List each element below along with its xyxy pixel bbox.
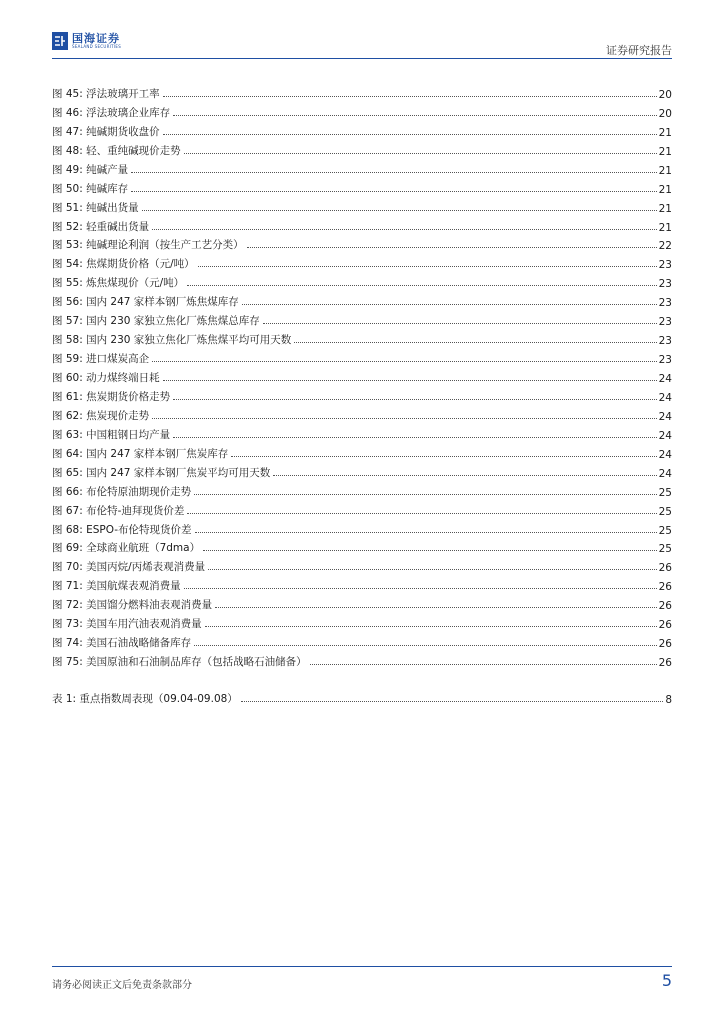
- toc-entry-page: 25: [658, 543, 672, 556]
- toc-entry-label: 图 58: 国内 230 家独立焦化厂炼焦煤平均可用天数: [52, 334, 292, 347]
- dot-leader: [195, 532, 657, 533]
- list-of-figures: [52, 82, 672, 706]
- dot-leader: [173, 437, 657, 438]
- toc-entry[interactable]: [52, 593, 672, 612]
- toc-entry[interactable]: [52, 234, 672, 253]
- dot-leader: [142, 210, 657, 211]
- toc-entry-page: 24: [658, 467, 672, 480]
- toc-entry-label: 图 51: 纯碱出货量: [52, 201, 139, 214]
- toc-entry-page: 26: [658, 562, 672, 575]
- toc-entry-label: 表 1: 重点指数周表现（09.04-09.08）: [52, 693, 238, 705]
- toc-entry[interactable]: [52, 158, 672, 177]
- toc-entry-label: 图 67: 布伦特-迪拜现货价差: [52, 504, 185, 517]
- dot-leader: [310, 664, 657, 665]
- dot-leader: [131, 191, 657, 192]
- dot-leader: [198, 266, 657, 267]
- dot-leader: [163, 134, 657, 135]
- toc-entry-label: 图 71: 美国航煤表观消费量: [52, 580, 181, 593]
- toc-entry[interactable]: [52, 120, 672, 139]
- toc-entry-page: 25: [658, 486, 672, 499]
- toc-entry-label: 图 47: 纯碱期货收盘价: [52, 125, 160, 138]
- toc-entry-page: 23: [658, 259, 672, 272]
- section-spacer: [52, 669, 672, 687]
- dot-leader: [215, 607, 657, 608]
- toc-entry[interactable]: [52, 309, 672, 328]
- toc-entry-page: 26: [658, 657, 672, 670]
- dot-leader: [294, 342, 656, 343]
- toc-entry[interactable]: [52, 499, 672, 518]
- toc-entry-page: 26: [658, 600, 672, 613]
- toc-entry[interactable]: [52, 328, 672, 347]
- dot-leader: [203, 550, 657, 551]
- dot-leader: [194, 645, 657, 646]
- toc-entry-page: 26: [658, 619, 672, 632]
- dot-leader: [241, 701, 664, 702]
- toc-entry-page: 24: [658, 410, 672, 423]
- toc-entry[interactable]: [52, 252, 672, 271]
- page-footer: [52, 966, 672, 991]
- toc-entry-label: 图 68: ESPO-布伦特现货价差: [52, 523, 192, 536]
- dot-leader: [152, 418, 657, 419]
- toc-entry[interactable]: [52, 290, 672, 309]
- dot-leader: [231, 456, 656, 457]
- toc-entry[interactable]: [52, 347, 672, 366]
- toc-entry[interactable]: [52, 101, 672, 120]
- toc-entry-page: 26: [658, 581, 672, 594]
- toc-entry-label: 图 66: 布伦特原油期现价走势: [52, 485, 192, 498]
- toc-entry-label: 图 49: 纯碱产量: [52, 163, 129, 176]
- dot-leader: [173, 115, 657, 116]
- toc-entry[interactable]: [52, 366, 672, 385]
- toc-entry-page: 21: [658, 183, 672, 196]
- dot-leader: [187, 285, 657, 286]
- toc-entry[interactable]: [52, 271, 672, 290]
- toc-entry[interactable]: [52, 555, 672, 574]
- toc-entry-page: 25: [658, 524, 672, 537]
- toc-entry-page: 21: [658, 126, 672, 139]
- logo-english-name: SEALAND SECURITIES: [72, 44, 122, 49]
- toc-entry-page: 20: [658, 107, 672, 120]
- dot-leader: [184, 153, 657, 154]
- toc-entry-label: 图 50: 纯碱库存: [52, 182, 129, 195]
- dot-leader: [184, 588, 657, 589]
- toc-entry-label: 图 48: 轻、重纯碱现价走势: [52, 144, 181, 157]
- toc-entry[interactable]: [52, 518, 672, 537]
- toc-entry-label: 图 45: 浮法玻璃开工率: [52, 87, 160, 100]
- toc-entry[interactable]: [52, 385, 672, 404]
- toc-entry-page: 24: [658, 373, 672, 385]
- toc-entry-label: 图 62: 焦炭现价走势: [52, 409, 150, 422]
- toc-entry-label: 图 74: 美国石油战略储备库存: [52, 637, 192, 650]
- toc-entry-label: 图 69: 全球商业航班（7dma）: [52, 542, 201, 555]
- dot-leader: [173, 399, 657, 400]
- toc-entry-label: 图 72: 美国馏分燃料油表观消费量: [52, 599, 213, 612]
- toc-entry-label: 图 63: 中国粗钢日均产量: [52, 428, 171, 441]
- dot-leader: [242, 304, 657, 305]
- toc-entry-label: 图 54: 焦煤期货价格（元/吨）: [52, 258, 195, 271]
- toc-entry-page: 24: [658, 429, 672, 442]
- toc-entry[interactable]: [52, 196, 672, 215]
- toc-entry-label: 图 64: 国内 247 家样本钢厂焦炭库存: [52, 447, 229, 460]
- toc-entry-label: 图 65: 国内 247 家样本钢厂焦炭平均可用天数: [52, 466, 271, 479]
- toc-entry[interactable]: [52, 139, 672, 158]
- toc-entry-label: 图 57: 国内 230 家独立焦化厂炼焦煤总库存: [52, 315, 260, 328]
- toc-entry-label: 图 52: 轻重碱出货量: [52, 220, 150, 233]
- toc-entry-page: 24: [658, 448, 672, 461]
- toc-entry-page: 23: [658, 354, 672, 367]
- disclaimer-note: 请务必阅读正文后免责条款部分: [52, 980, 192, 991]
- toc-entry-page: 21: [658, 221, 672, 234]
- toc-entry-page: 8: [665, 694, 672, 706]
- dot-leader: [205, 626, 657, 627]
- toc-entry-label: 图 70: 美国丙烷/丙烯表观消费量: [52, 561, 206, 574]
- toc-entry[interactable]: [52, 612, 672, 631]
- toc-entry-label: 图 59: 进口煤炭高企: [52, 353, 150, 366]
- dot-leader: [187, 513, 656, 514]
- dot-leader: [163, 380, 657, 381]
- toc-entry[interactable]: [52, 442, 672, 461]
- toc-entry-label: 图 46: 浮法玻璃企业库存: [52, 106, 171, 119]
- toc-entry[interactable]: [52, 404, 672, 423]
- toc-entry-page: 23: [658, 316, 672, 329]
- toc-entry[interactable]: [52, 650, 672, 669]
- dot-leader: [263, 323, 657, 324]
- toc-entry-page: 21: [658, 202, 672, 215]
- page-header: [52, 30, 672, 62]
- toc-entry[interactable]: [52, 574, 672, 593]
- dot-leader: [163, 96, 657, 97]
- toc-entry-label: 图 61: 焦炭期货价格走势: [52, 390, 171, 403]
- toc-entry[interactable]: [52, 215, 672, 234]
- toc-entry[interactable]: [52, 423, 672, 442]
- header-divider: [52, 58, 672, 59]
- toc-entry-page: 22: [658, 240, 672, 253]
- toc-entry[interactable]: [52, 480, 672, 499]
- toc-entry-page: 20: [658, 88, 672, 101]
- toc-entry-page: 26: [658, 638, 672, 651]
- company-logo: [52, 30, 121, 52]
- dot-leader: [208, 569, 657, 570]
- toc-entry-label: 图 75: 美国原油和石油制品库存（包括战略石油储备）: [52, 656, 307, 669]
- dot-leader: [273, 475, 656, 476]
- footer-divider: [52, 966, 672, 967]
- toc-entry[interactable]: [52, 82, 672, 101]
- toc-entry[interactable]: [52, 631, 672, 650]
- toc-entry-page: 24: [658, 391, 672, 404]
- report-type-label: 证券研究报告: [606, 44, 672, 57]
- toc-entry-page: 21: [658, 164, 672, 177]
- toc-entry-page: 23: [658, 278, 672, 291]
- toc-entry-page: 21: [658, 145, 672, 158]
- toc-table-entry[interactable]: [52, 687, 672, 706]
- toc-entry[interactable]: [52, 461, 672, 480]
- page-number: 5: [661, 971, 672, 990]
- toc-entry-label: 图 53: 纯碱理论利润（按生产工艺分类）: [52, 239, 244, 252]
- logo-chinese-name: 国海证券: [72, 32, 120, 45]
- dot-leader: [247, 247, 657, 248]
- toc-entry-label: 图 56: 国内 247 家样本钢厂炼焦煤库存: [52, 296, 239, 309]
- dot-leader: [152, 229, 657, 230]
- toc-entry[interactable]: [52, 177, 672, 196]
- dot-leader: [152, 361, 657, 362]
- toc-entry-label: 图 55: 炼焦煤现价（元/吨）: [52, 277, 185, 290]
- toc-entry-page: 25: [658, 505, 672, 518]
- toc-entry-page: 23: [658, 335, 672, 348]
- dot-leader: [131, 172, 657, 173]
- toc-entry-label: 图 73: 美国车用汽油表观消费量: [52, 618, 202, 631]
- toc-entry[interactable]: [52, 537, 672, 556]
- toc-entry-label: 图 60: 动力煤终端日耗: [52, 372, 160, 384]
- sealand-logo-icon: [52, 32, 68, 50]
- toc-entry-page: 23: [658, 297, 672, 310]
- dot-leader: [194, 494, 657, 495]
